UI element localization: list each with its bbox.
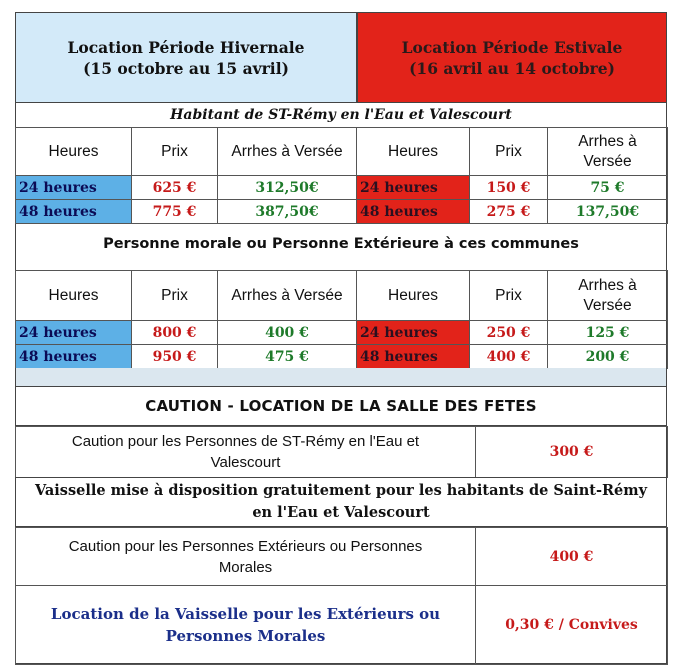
summer-period-dates: (16 avril au 14 octobre) (409, 58, 615, 78)
table-row (16, 176, 668, 200)
section-divider (15, 368, 667, 386)
caution-title: CAUTION - LOCATION DE LA SALLE DES FETES (15, 386, 667, 426)
duration-cell: 48 heures (357, 200, 470, 224)
summer-period-header (357, 12, 667, 103)
external-rates-table (15, 270, 668, 369)
col-arrhes-line2: Versée (583, 152, 632, 170)
price-cell: 775 € (132, 200, 218, 224)
price-cell: 950 € (132, 345, 218, 369)
duration-cell: 48 heures (16, 200, 132, 224)
duration-cell: 48 heures (16, 345, 132, 369)
winter-period-title: Location Période Hivernale (67, 37, 305, 57)
caution-residents-value: 300 € (476, 427, 668, 478)
deposit-cell: 200 € (548, 345, 668, 369)
deposit-cell: 75 € (548, 176, 668, 200)
col-arrhes: Arrhes à Versée (218, 128, 357, 176)
deposit-cell: 125 € (548, 321, 668, 345)
col-arrhes: Arrhes à Versée (218, 271, 357, 321)
col-arrhes (548, 128, 668, 176)
dishes-rental-value: 0,30 € / Convives (476, 586, 668, 665)
summer-period-title: Location Période Estivale (401, 37, 623, 57)
price-cell: 800 € (132, 321, 218, 345)
winter-period-header (15, 12, 357, 103)
table-row (16, 321, 668, 345)
col-prix: Prix (132, 271, 218, 321)
residents-section-title: Habitant de ST-Rémy en l'Eau et Valescourt (15, 103, 667, 127)
table-row (16, 200, 668, 224)
duration-cell: 48 heures (357, 345, 470, 369)
deposit-cell: 312,50€ (218, 176, 357, 200)
col-arrhes-line1: Arrhes à (578, 132, 637, 150)
table-row (16, 345, 668, 369)
price-cell: 150 € (470, 176, 548, 200)
duration-cell: 24 heures (16, 321, 132, 345)
caution-external-value: 400 € (476, 528, 668, 586)
duration-cell: 24 heures (357, 321, 470, 345)
free-dishes-note: Vaisselle mise à disposition gratuitement pour les habitants de Saint-Rémy en l'Eau et Valescourt (15, 477, 667, 527)
deposit-cell: 137,50€ (548, 200, 668, 224)
col-arrhes-line1: Arrhes à (578, 276, 637, 294)
duration-cell: 24 heures (16, 176, 132, 200)
col-prix: Prix (470, 128, 548, 176)
residents-rates-table (15, 127, 668, 224)
price-cell: 625 € (132, 176, 218, 200)
dishes-rental-label: Location de la Vaisselle pour les Extérieurs ou Personnes Morales (16, 586, 476, 665)
external-section-title: Personne morale ou Personne Extérieure à ces communes (15, 224, 667, 270)
price-cell: 250 € (470, 321, 548, 345)
caution-residents-table (15, 426, 668, 478)
col-arrhes-line2: Versée (583, 296, 632, 314)
col-heures: Heures (16, 128, 132, 176)
winter-period-dates: (15 octobre au 15 avril) (83, 58, 289, 78)
price-cell: 275 € (470, 200, 548, 224)
col-heures: Heures (357, 271, 470, 321)
col-heures: Heures (357, 128, 470, 176)
caution-residents-label: Caution pour les Personnes de ST-Rémy en l'Eau et Valescourt (16, 427, 476, 478)
deposit-cell: 400 € (218, 321, 357, 345)
col-heures: Heures (16, 271, 132, 321)
price-cell: 400 € (470, 345, 548, 369)
caution-external-label: Caution pour les Personnes Extérieurs ou Personnes Morales (16, 528, 476, 586)
col-arrhes (548, 271, 668, 321)
col-prix: Prix (470, 271, 548, 321)
deposit-cell: 387,50€ (218, 200, 357, 224)
deposit-cell: 475 € (218, 345, 357, 369)
caution-external-table (15, 527, 668, 665)
col-prix: Prix (132, 128, 218, 176)
duration-cell: 24 heures (357, 176, 470, 200)
